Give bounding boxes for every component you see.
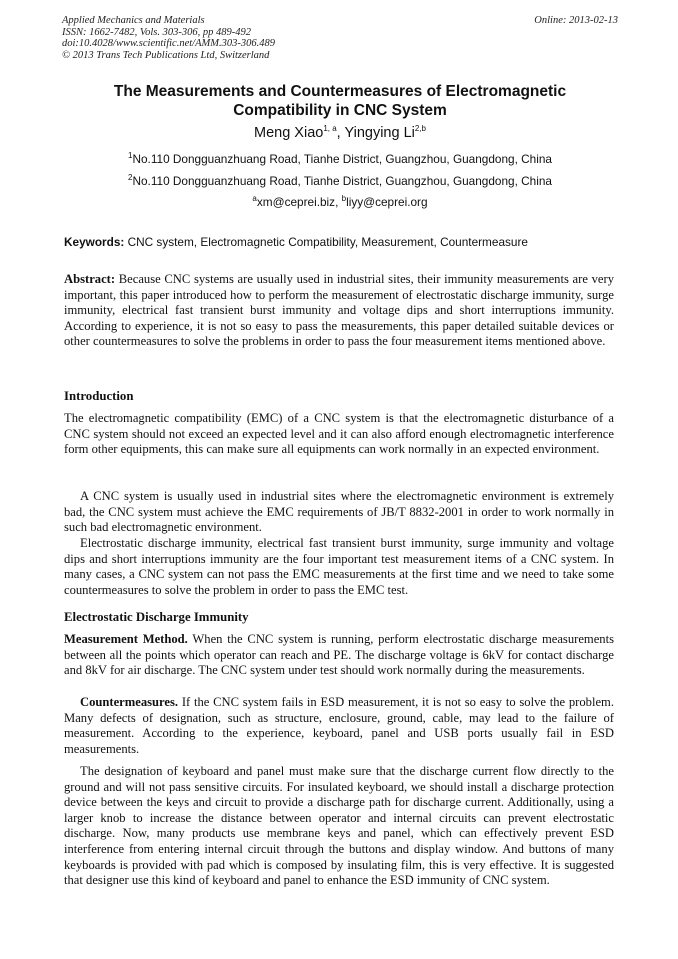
- title-line-2: Compatibility in CNC System: [233, 102, 447, 119]
- online-date: Online: 2013-02-13: [534, 15, 618, 26]
- affiliation-text: No.110 Dongguanzhuang Road, Tianhe District, Guangzhou, Guangdong, China: [132, 174, 552, 188]
- intro-paragraph-1: The electromagnetic compatibility (EMC) of a CNC system is that the electromagnetic disturbance of a CNC system should not exceed an expected level and it can also afford enough electromagnetic interference form other equipments, this can make sure all equipments can work normally in an expected environment.: [64, 411, 614, 457]
- paper-title: [64, 82, 616, 120]
- affiliation-mark: 2: [128, 173, 133, 183]
- countermeasures-text: If the CNC system fails in ESD measurement, it is not so easy to solve the problem. Many defects of designation, such as structure, enclosure, ground, cable, may lead to the failure of measurement. According to the experience, keyboard, panel and USB ports usually fail in ESD measurements.: [64, 695, 614, 756]
- author-separator: ,: [336, 125, 345, 141]
- email-address: xm@ceprei.biz,: [256, 195, 342, 209]
- email-mark: b: [341, 194, 347, 204]
- doi-line: doi:10.4028/www.scientific.net/AMM.303-306.489: [62, 38, 275, 49]
- abstract-text: Because CNC systems are usually used in industrial sites, their immunity measurements are very important, this paper introduced how to perform the measurement of electrostatic discharge immunity, surge immunity, electrical fast transient burst immunity and voltage dips and short interruptions immunity. According to experience, it is not so easy to pass the measurements, this paper detailed suitable devices or other countermeasures to solve the problems in order to pass the four measurement items mentioned above.: [64, 272, 614, 349]
- countermeasures-label: Countermeasures.: [80, 695, 179, 709]
- title-line-1: The Measurements and Countermeasures of Electromagnetic: [113, 83, 567, 100]
- method-text: When the CNC system is running, perform electrostatic discharge measurements between all the points which operator can reach and PE. The discharge voltage is 6kV for contact discharge and 8kV for air discharge. The CNC system under test should work normally during the measurements.: [64, 632, 614, 678]
- affiliation-mark: 1: [128, 151, 133, 161]
- section-heading: Electrostatic Discharge Immunity: [64, 610, 249, 624]
- author-affiliation-mark: 1, a: [323, 124, 337, 134]
- keywords: [64, 235, 616, 249]
- abstract-label: Abstract:: [64, 272, 116, 286]
- journal-header: [62, 15, 618, 61]
- email-mark: a: [252, 194, 257, 204]
- affiliation-1: [64, 152, 616, 166]
- author-name: Meng Xiao: [254, 125, 324, 141]
- email-line: [64, 195, 616, 209]
- section-heading: Introduction: [64, 389, 134, 403]
- affiliation-text: No.110 Dongguanzhuang Road, Tianhe District, Guangzhou, Guangdong, China: [132, 152, 552, 166]
- issn-line: ISSN: 1662-7482, Vols. 303-306, pp 489-492: [62, 26, 251, 38]
- method-label: Measurement Method.: [64, 632, 188, 646]
- copyright-line: © 2013 Trans Tech Publications Ltd, Switzerland: [62, 49, 270, 61]
- intro-paragraph-3: Electrostatic discharge immunity, electrical fast transient burst immunity, surge immunity and voltage dips and short interruptions immunity are the four important test measurement items of a CNC system. In many cases, a CNC system can not pass the EMC measurements at the first time and we need to take some countermeasures to solve the problem in order to pass the EMC test.: [64, 536, 614, 597]
- email-address: liyy@ceprei.org: [346, 195, 428, 209]
- keywords-text: CNC system, Electromagnetic Compatibility, Measurement, Countermeasure: [124, 235, 528, 249]
- esd-countermeasures-paragraph: [64, 695, 614, 757]
- abstract: [64, 272, 614, 350]
- affiliation-2: [64, 174, 616, 188]
- author-line: [64, 125, 616, 141]
- author-name: Yingying Li: [344, 125, 415, 141]
- esd-keyboard-paragraph: The designation of keyboard and panel must make sure that the discharge current flow directly to the ground and will not pass sensitive circuits. For insulated keyboard, we should install a discharge protection device between the keys and circuit to provide a discharge path for discharge current. Additionally, using a larger knob to increase the distance between operator and internal circuits can prevent electrostatic discharge. Now, many products use membrane keys and panel, which can effectively prevent ESD interference from entering internal circuit through the buttons and display window. And buttons of many keyboards is provided with pad which is composed by insulating film, this is very effective. It is suggested that designer use this kind of keyboard and panel to enhance the ESD immunity of CNC system.: [64, 764, 614, 888]
- intro-paragraph-2: A CNC system is usually used in industrial sites where the electromagnetic environment is extremely bad, the CNC system must achieve the EMC requirements of JB/T 8832-2001 in order to work normally in such bad electromagnetic environment.: [64, 489, 614, 535]
- esd-method-paragraph: [64, 632, 614, 679]
- author-affiliation-mark: 2,b: [414, 124, 426, 134]
- keywords-label: Keywords:: [64, 235, 125, 249]
- journal-name: Applied Mechanics and Materials: [62, 15, 205, 26]
